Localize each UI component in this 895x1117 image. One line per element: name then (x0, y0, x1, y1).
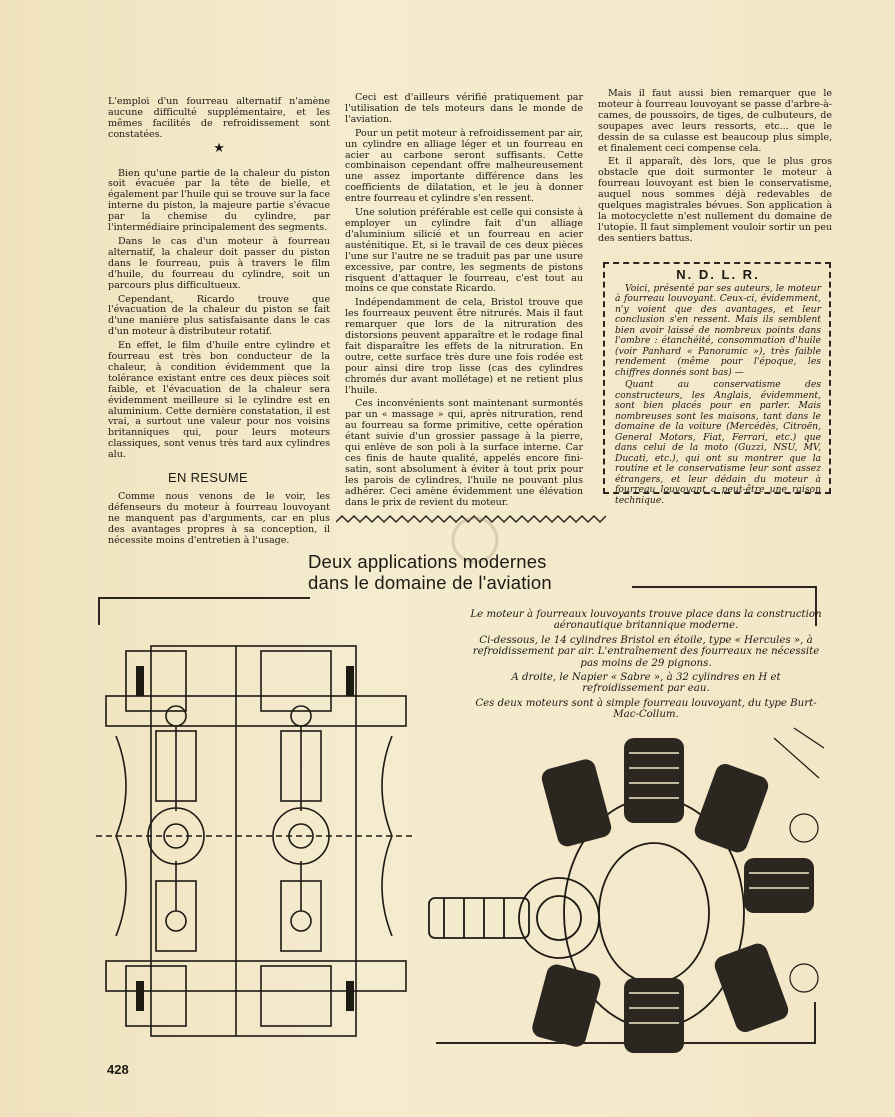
frame-line (98, 597, 310, 599)
bristol-hercules-drawing (424, 718, 834, 1058)
caption-line: Ces deux moteurs sont à simple fourreau louvoyant, du type Burt-Mac-Collum. (475, 697, 817, 721)
paragraph: Dans le cas d'un moteur à fourreau alternatif, la chaleur doit passer du piston dans le fourreau, puis à travers le film d'huile, du fourreau du cylindre, soit un parcours plus difficultueux. (108, 235, 330, 291)
page-number: 428 (107, 1062, 129, 1077)
paragraph: Bien qu'une partie de la chaleur du piston soit évacuée par la tête de bielle, et également par l'huile qui se trouve sur la face interne du piston, la majeure partie s'évacue par la chemise du cylindre, par l'intermédiaire principalement des segments. (108, 167, 330, 234)
star-separator: ★ (213, 140, 225, 156)
caption-line: A droite, le Napier « Sabre », à 32 cylindres en H et refroidissement par eau. (511, 672, 781, 695)
paragraph: Quant au conservatisme des constructeurs, les Anglais, évidemment, sont bien placés pour en parler. Mais nombreuses sont les maisons, tant dans le domaine de la voiture (Mercédès, Citroën, General Motors, Fiat, Ferrari, etc.) que dans celui de la moto (Guzzi, NSU, MV, Ducati, etc.), qui ont su montrer que la routine et le conservatisme leur sont assez étrangers, et leur dédain du moteur à fourreau louvoyant a peut-être une raison technique. (615, 379, 821, 506)
figure-caption (470, 609, 822, 724)
paragraph: Comme nous venons de le voir, les défenseurs du moteur à fourreau louvoyant ne manquent pas d'arguments, car en plus des avantages propres à sa conception, il nécessite moins d'entretien à l'usage. (108, 491, 330, 546)
paragraph: Voici, présenté par ses auteurs, le moteur à fourreau louvoyant. Ceux-ci, évidemment, n'y voient que des avantages, et leur conclusion s'en ressent. Mais ils semblent bien avoir laissé de nombreux points dans l'ombre : étanchéité, consommation d'huile (voir Panhard « Panoramic »), très faible rendement (même pour l'époque, les chiffres donnés sont bas) — (615, 282, 821, 378)
text-column-3 (598, 89, 832, 248)
paragraph: Mais il faut aussi bien remarquer que le moteur à fourreau louvoyant se passe d'arbre-à-cames, de poussoirs, de tiges, de culbuteurs, de soupapes avec leurs ressorts, etc... que le dessin de sa culasse est beaucoup plus simple, et finalement ceci compense cela. (598, 88, 832, 154)
napier-sabre-drawing (96, 636, 412, 1046)
paragraph: Cependant, Ricardo trouve que l'évacuation de la chaleur du piston se fait d'une manière plus satisfaisante dans le cas d'un moteur à distributeur rotatif. (108, 293, 330, 338)
section-title-line-2: dans le domaine de l'aviation (308, 572, 552, 593)
section-heading: EN RESUME (168, 470, 248, 486)
paragraph: Indépendamment de cela, Bristol trouve que les fourreaux peuvent être nitrurés. Mais il faut remarquer que lors de la nitruration des distorsions peuvent apparaître et le rodage final fait disparaître les effets de la nitruration. En outre, cette surface très dure une fois rodée est pour ainsi dire trop lisse (cas des cylindres chromés dur avant mollétage) et ne retient plus l'huile. (345, 297, 583, 396)
paragraph: Ceci est d'ailleurs vérifié pratiquement par l'utilisation de tels moteurs dans le monde de l'aviation. (345, 92, 583, 125)
text-column-2 (345, 93, 583, 512)
section-title-line-1: Deux applications modernes (308, 551, 547, 572)
editor-note-title: N. D. L. R. (676, 267, 760, 282)
text-column-1 (108, 97, 330, 550)
caption-line: Ci-dessous, le 14 cylindres Bristol en étoile, type « Hercules », à refroidissement par air. L'entraînement des fourreaux ne nécessite pas moins de 29 pignons. (472, 634, 820, 669)
section-title (308, 551, 552, 593)
paragraph: Ces inconvénients sont maintenant surmontés par un « massage » qui, après nitruration, rend au fourreau sa forme primitive, cette opération étant suivie d'un grossier passage à la pierre, qui enlève de son poli à la surface interne. Car ces finis de haute qualité, appelés encore fini-satin, sont absolument à éviter à tout prix pour les parois de cylindres, l'huile ne pouvant plus adhérer. Ceci amène évidemment une élévation dans le prix de revient du moteur. (345, 398, 583, 508)
caption-line: Le moteur à fourreaux louvoyants trouve place dans la construction aéronautique britannique moderne. (470, 609, 822, 632)
paragraph: Pour un petit moteur à refroidissement par air, un cylindre en alliage léger et un fourreau en acier au carbone seront suffisants. Cette combinaison cependant offre malheureusement une assez importante différence dans les coefficients de dilatation, et le jeu à donner entre fourreau et cylindre s'en ressent. (345, 127, 583, 205)
editor-note-box (603, 262, 831, 506)
paragraph: Une solution préférable est celle qui consiste à employer un cylindre fait d'un alliage d'aluminium silicié et un fourreau en acier austénitique. Et, si le travail de ces deux pièces l'une sur l'autre ne se traduit pas par une usure excessive, par contre, les segments de pistons risquent d'attaquer le fourreau, c'est tout au moins ce que constate Ricardo. (345, 207, 583, 295)
paragraph: L'emploi d'un fourreau alternatif n'amène aucune difficulté supplémentaire, et les mêmes facilités de refroidissement sont constatées. (108, 96, 330, 140)
paragraph: Et il apparaît, dès lors, que le plus gros obstacle que doit surmonter le moteur à fourreau louvoyant est bien le conservatisme, auquel nous sommes déjà redevables de quelques magistrales bévues. Son application à la motocyclette n'est nullement du domaine de l'utopie. Il faut simplement vouloir sortir un peu des sentiers battus. (598, 156, 832, 244)
frame-line (98, 597, 100, 625)
frame-line (632, 586, 817, 588)
paragraph: En effet, le film d'huile entre cylindre et fourreau est très bon conducteur de la chaleur, à condition évidemment que la tolérance existant entre ces deux pièces soit faible, et l'évacuation de la chaleur sera évidemment meilleure si le cylindre est en aluminium. Cette dernière constatation, il est vrai, a surtout une valeur pour nos voisins britanniques qui, pour leurs moteurs classiques, sont venus très tard aux cylindres alu. (108, 340, 330, 461)
